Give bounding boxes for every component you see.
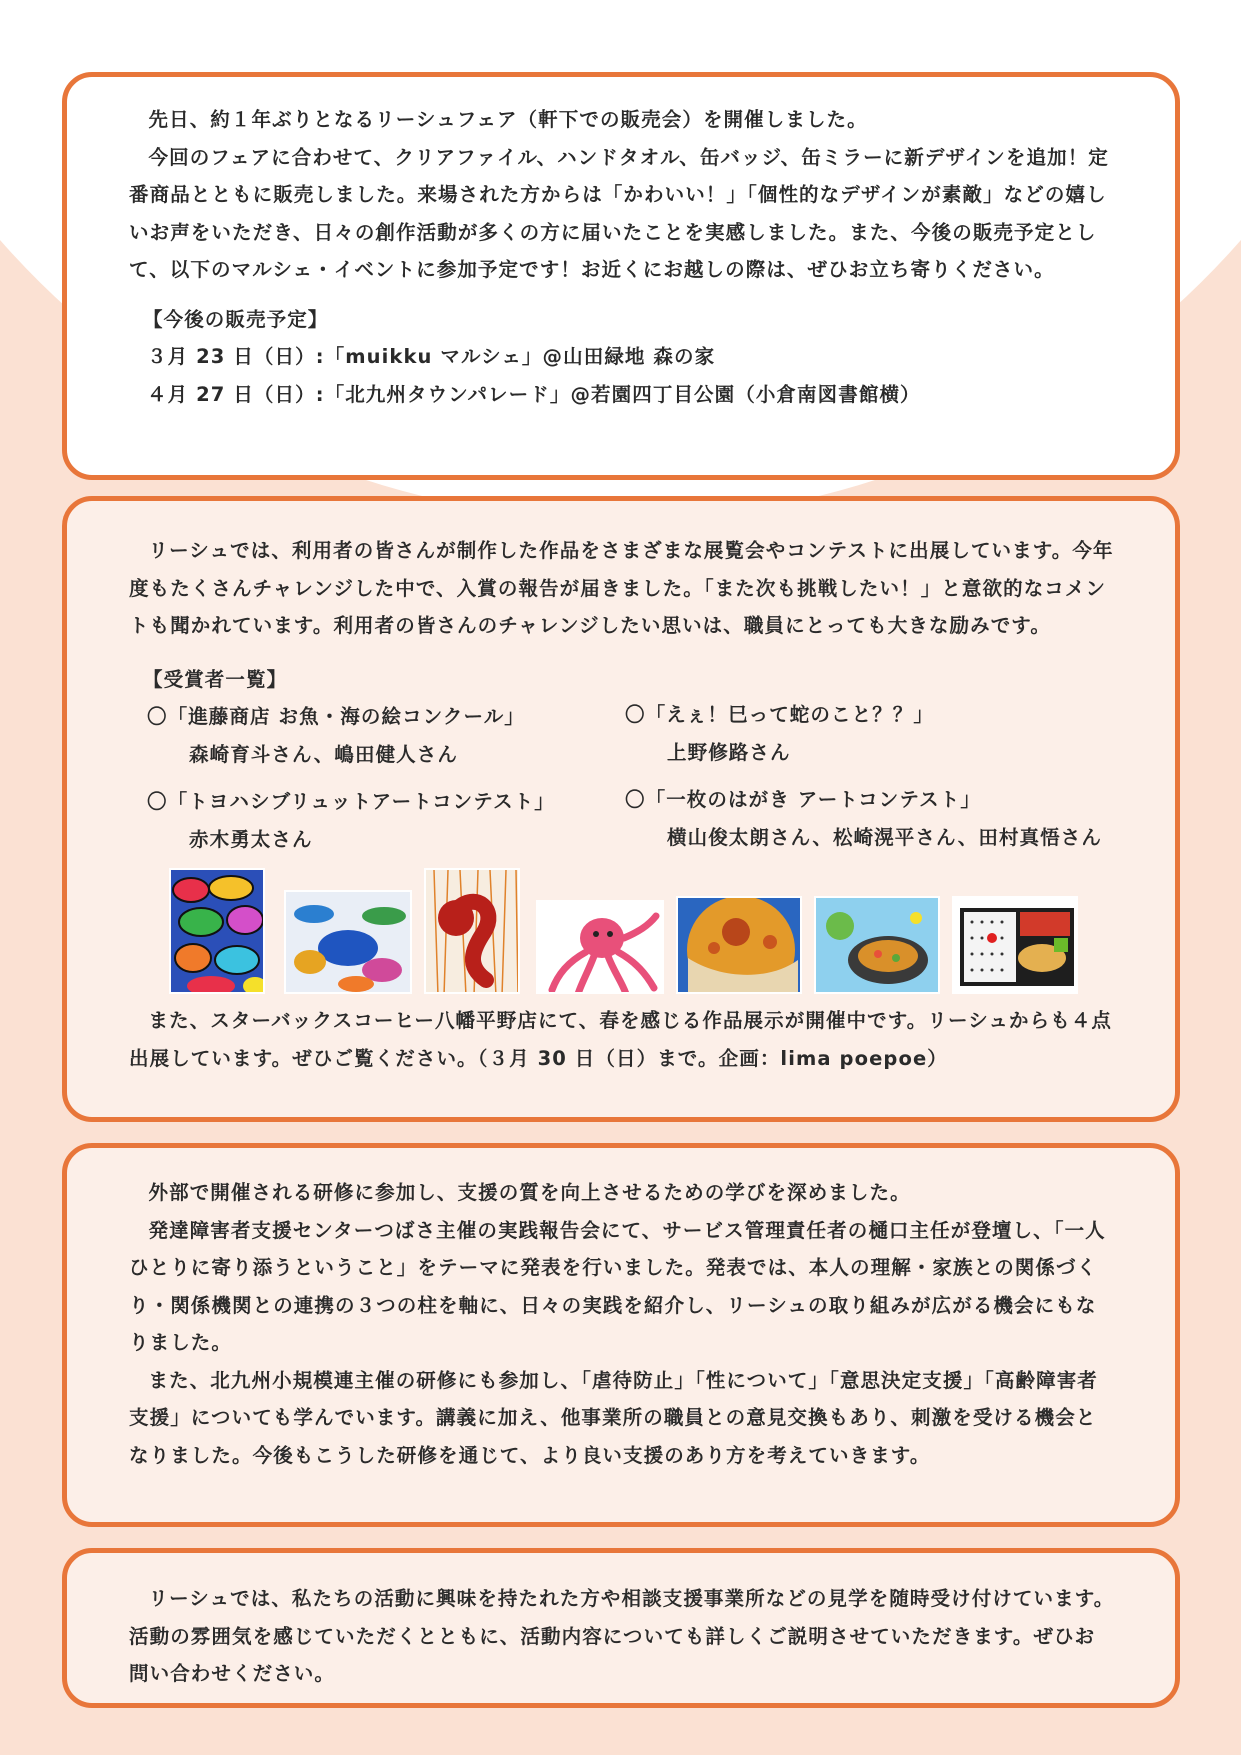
award-winners: 横山俊太朗さん、松崎滉平さん、田村真悟さん bbox=[667, 825, 1102, 849]
artwork-image bbox=[169, 868, 265, 994]
visit-paragraph: リーシュでは、私たちの活動に興味を持たれた方や相談支援事業所などの見学を随時受け付けています。活動の雰囲気を感じていただくとともに、活動内容についても詳しくご説明させていただきます。ぜひお問い合わせください。 bbox=[129, 1587, 1115, 1685]
award-item bbox=[147, 698, 525, 773]
award-winners: 上野修路さん bbox=[667, 740, 791, 764]
fair-paragraph-1: 先日、約１年ぶりとなるリーシュフェア（軒下での販売会）を開催しました。 bbox=[148, 108, 868, 131]
visit-info-box bbox=[62, 1548, 1180, 1708]
artwork-image bbox=[536, 900, 664, 994]
award-contest: 〇「進藤商店 お魚・海の絵コンクール」 bbox=[147, 705, 525, 728]
artwork-image bbox=[814, 896, 940, 994]
award-item bbox=[625, 696, 934, 771]
awards-title: 【受賞者一覧】 bbox=[143, 667, 288, 691]
artwork-image bbox=[284, 890, 412, 994]
artwork-image bbox=[952, 896, 1078, 994]
fair-report-box bbox=[62, 72, 1180, 480]
fair-paragraph-2: 今回のフェアに合わせて、クリアファイル、ハンドタオル、缶バッジ、缶ミラーに新デザインを追加！定番商品とともに販売しました。来場された方からは「かわいい！」「個性的なデザインが素敵」などの嬉しいお声をいただき、日々の創作活動が多くの方に届いたことを実感しました。また、今後の販売予定として、以下のマルシェ・イベントに参加予定です！お近くにお越しの際は、ぜひお立ち寄りください。 bbox=[129, 145, 1109, 281]
award-contest: 〇「えぇ！巳って蛇のこと？？」 bbox=[625, 703, 935, 726]
award-item bbox=[147, 783, 555, 858]
training-report-box bbox=[62, 1143, 1180, 1527]
artwork-image bbox=[424, 868, 520, 994]
award-contest: 〇「トヨハシブリュットアートコンテスト」 bbox=[147, 790, 555, 813]
award-contest: 〇「一枚のはがき アートコンテスト」 bbox=[625, 788, 981, 811]
award-winners: 森崎育斗さん、嶋田健人さん bbox=[189, 742, 458, 766]
exhibition-notice: また、スターバックスコーヒー八幡平野店にて、春を感じる作品展示が開催中です。リーシュからも４点出展しています。ぜひご覧ください。（３月 30 日（日）まで。企画：lima poepoe） bbox=[129, 1009, 1113, 1070]
award-winners: 赤木勇太さん bbox=[189, 827, 313, 851]
training-paragraph-2: 発達障害者支援センターつばさ主催の実践報告会にて、サービス管理責任者の樋口主任が登壇し、「一人ひとりに寄り添うということ」をテーマに発表を行いました。発表では、本人の理解・家族との関係づくり・関係機関との連携の３つの柱を軸に、日々の実践を紹介し、リーシュの取り組みが広がる機会にもなりました。 bbox=[129, 1218, 1106, 1354]
training-paragraph-1: 外部で開催される研修に参加し、支援の質を向上させるための学びを深めました。 bbox=[148, 1181, 911, 1204]
awards-list bbox=[129, 698, 1115, 858]
award-intro: リーシュでは、利用者の皆さんが制作した作品をさまざまな展覧会やコンテストに出展しています。今年度もたくさんチャレンジした中で、入賞の報告が届きました。「また次も挑戦したい！」と意欲的なコメントも聞かれています。利用者の皆さんのチャレンジしたい思いは、職員にとっても大きな励みです。 bbox=[129, 539, 1114, 637]
award-item bbox=[625, 781, 1102, 856]
artwork-gallery bbox=[129, 868, 1115, 1004]
award-report-box bbox=[62, 496, 1180, 1122]
schedule-item: ３月 23 日（日）:「muikku マルシェ」@山田緑地 森の家 bbox=[147, 345, 716, 368]
training-paragraph-3: また、北九州小規模連主催の研修にも参加し、「虐待防止」「性について」「意思決定支援」「高齢障害者支援」についても学んでいます。講義に加え、他事業所の職員との意見交換もあり、刺激を受ける機会となりました。今後もこうした研修を通じて、より良い支援のあり方を考えていきます。 bbox=[129, 1368, 1098, 1467]
schedule-title: 【今後の販売予定】 bbox=[143, 307, 329, 331]
schedule-item: ４月 27 日（日）:「北九州タウンパレード」@若園四丁目公園（小倉南図書館横） bbox=[147, 382, 921, 406]
artwork-image bbox=[676, 896, 802, 994]
